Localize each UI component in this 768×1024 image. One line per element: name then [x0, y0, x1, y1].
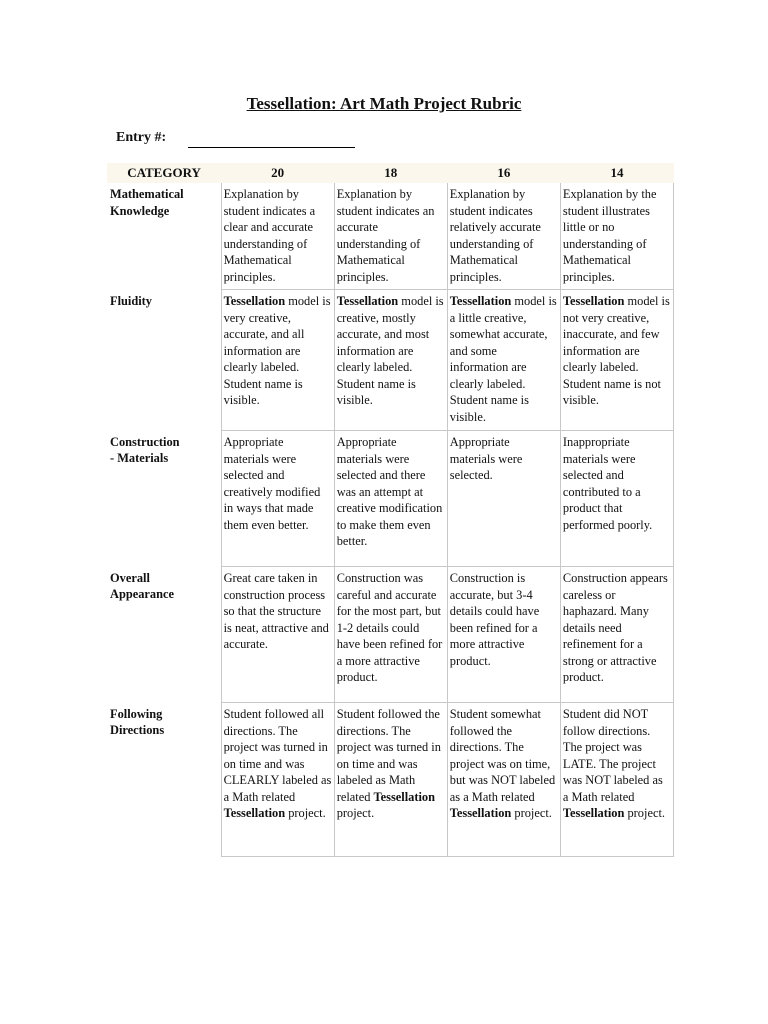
- cell-text: Appropriate materials were selected and creatively modified in ways that made them even better.: [223, 435, 321, 532]
- cell-text: Construction appears careless or haphazard. Many details need refinement for a strong or attractive product.: [562, 571, 668, 684]
- rubric-cell: [560, 703, 673, 857]
- header-category: CATEGORY: [107, 163, 221, 183]
- rubric-cell: [447, 431, 560, 567]
- cell-text: Construction was careful and accurate for the most part, but 1-2 details could have been refined for a more attractive product.: [336, 571, 443, 684]
- cell-text: Student somewhat followed the directions. The project was on time, but was NOT labeled as a Math related: [449, 707, 556, 804]
- cell-text: Construction is accurate, but 3-4 details could have been refined for a more attractive product.: [449, 571, 540, 668]
- bold-term: Tessellation: [562, 806, 625, 820]
- bold-term: Tessellation: [336, 294, 399, 308]
- category-label: Construction: [110, 434, 180, 449]
- table-row: [107, 431, 674, 567]
- category-label: Following: [110, 706, 163, 721]
- cell-text: Student did NOT follow directions. The project was LATE. The project was NOT labeled as a Math related: [562, 707, 663, 804]
- rubric-body: [107, 183, 674, 857]
- table-row: [107, 290, 674, 431]
- category-label: Overall: [110, 570, 150, 585]
- header-score-20: 20: [221, 163, 334, 183]
- bold-term: Tessellation: [223, 294, 286, 308]
- rubric-cell: [221, 567, 334, 703]
- cell-text: Student followed the directions. The project was turned in on time and was labeled as Math related: [336, 707, 441, 804]
- rubric-cell: [334, 183, 447, 290]
- table-row: [107, 183, 674, 290]
- rubric-cell: [560, 290, 673, 431]
- category-label: Directions: [110, 723, 165, 737]
- rubric-cell: [560, 567, 673, 703]
- entry-blank-line: [188, 147, 355, 148]
- cell-text: model is a little creative, somewhat accurate, and some information are clearly labeled. Student name is visible.: [449, 294, 557, 424]
- cell-text: Inappropriate materials were selected and contributed to a product that performed poorly.: [562, 435, 653, 532]
- rubric-cell: [221, 431, 334, 567]
- rubric-cell: [221, 183, 334, 290]
- rubric-cell: [334, 703, 447, 857]
- table-row: [107, 703, 674, 857]
- cell-text: Great care taken in construction process so that the structure is neat, attractive and accurate.: [223, 571, 329, 651]
- rubric-table: [107, 163, 674, 857]
- category-label: Fluidity: [110, 293, 152, 308]
- category-cell: [107, 431, 221, 567]
- cell-text: Appropriate materials were selected.: [449, 435, 523, 482]
- header-score-14: 14: [560, 163, 673, 183]
- cell-text: model is not very creative, inaccurate, and few information are clearly labeled. Student name is not visible.: [562, 294, 670, 407]
- cell-text: Appropriate materials were selected and there was an attempt at creative modification to make them even better.: [336, 435, 443, 548]
- cell-text: model is creative, mostly accurate, and most information are clearly labeled. Student name is visible.: [336, 294, 444, 407]
- bold-term: Tessellation: [223, 806, 286, 820]
- cell-text: Explanation by student indicates relatively accurate understanding of Mathematical principles.: [449, 187, 541, 284]
- cell-text: project.: [285, 806, 326, 820]
- category-label: Knowledge: [110, 203, 170, 218]
- cell-text: model is very creative, accurate, and all information are clearly labeled. Student name is visible.: [223, 294, 331, 407]
- rubric-cell: [221, 703, 334, 857]
- category-cell: [107, 183, 221, 290]
- header-row: [107, 163, 674, 183]
- header-score-16: 16: [447, 163, 560, 183]
- category-label: Appearance: [110, 587, 175, 601]
- cell-text: project.: [511, 806, 552, 820]
- cell-text: Explanation by student indicates an accurate understanding of Mathematical principles.: [336, 187, 435, 284]
- category-label: Mathematical: [110, 187, 184, 201]
- cell-text: Explanation by student indicates a clear and accurate understanding of Mathematical principles.: [223, 187, 316, 284]
- rubric-cell: [560, 183, 673, 290]
- header-score-18: 18: [334, 163, 447, 183]
- category-label: - Materials: [110, 451, 169, 465]
- rubric-cell: [334, 431, 447, 567]
- bold-term: Tessellation: [373, 789, 436, 804]
- cell-text: project.: [336, 806, 375, 820]
- table-row: [107, 567, 674, 703]
- cell-text: Explanation by the student illustrates little or no understanding of Mathematical principles.: [562, 187, 657, 284]
- rubric-cell: [447, 290, 560, 431]
- rubric-cell: [447, 703, 560, 857]
- page-title: Tessellation: Art Math Project Rubric: [246, 94, 522, 113]
- cell-text: project.: [624, 806, 665, 820]
- entry-label: Entry #:: [116, 130, 167, 145]
- rubric-cell: [334, 290, 447, 431]
- category-cell: [107, 290, 221, 431]
- rubric-cell: [447, 567, 560, 703]
- rubric-cell: [334, 567, 447, 703]
- rubric-cell: [560, 431, 673, 567]
- bold-term: Tessellation: [562, 294, 625, 308]
- rubric-cell: [221, 290, 334, 431]
- rubric-cell: [447, 183, 560, 290]
- category-cell: [107, 703, 221, 857]
- category-cell: [107, 567, 221, 703]
- bold-term: Tessellation: [449, 806, 512, 820]
- bold-term: Tessellation: [449, 294, 512, 308]
- cell-text: Student followed all directions. The project was turned in on time and was CLEARLY labeled as a Math related: [223, 707, 332, 804]
